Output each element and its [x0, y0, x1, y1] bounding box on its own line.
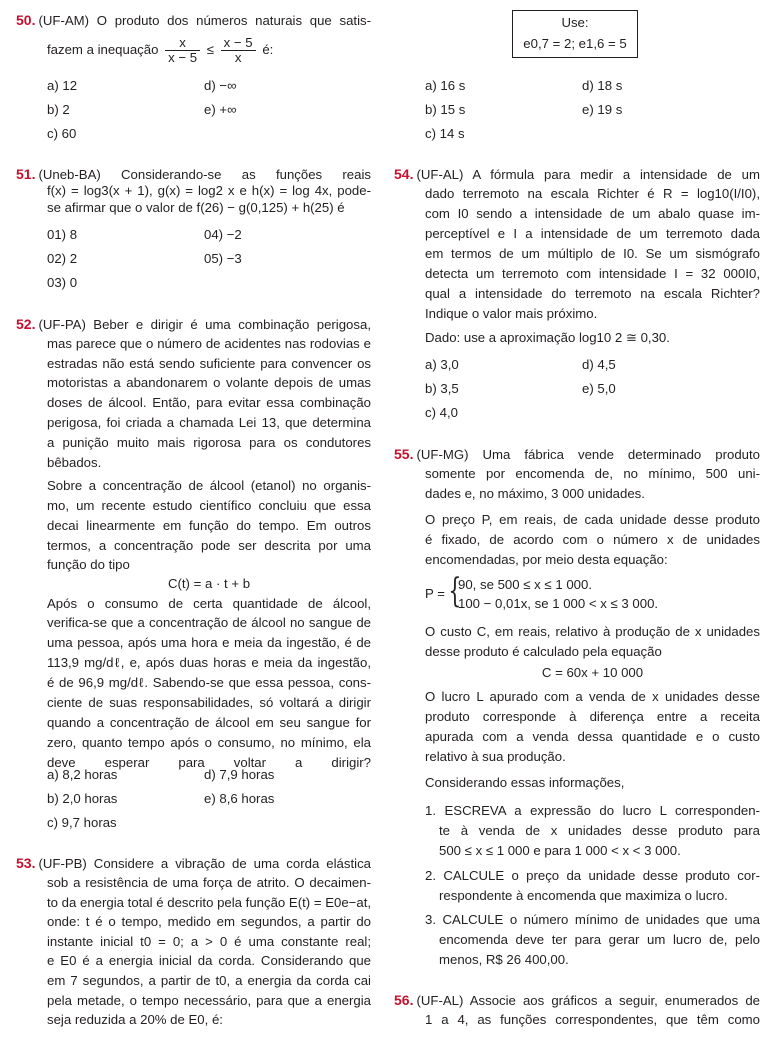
- q55-line: somente por encomenda de, no mínimo, 500 uni-: [425, 466, 760, 481]
- q52-line: a punição muito mais rigorosa para os condutores: [47, 435, 371, 450]
- piecewise-case-2: 100 − 0,01x, se 1 000 < x ≤ 3 000.: [458, 596, 659, 611]
- q50-text: (UF-AM) O produto dos números naturais que satis-: [38, 13, 371, 28]
- q55-line: apurada com a venda dessa quantidade e o custo: [425, 729, 760, 744]
- q53-line: seja reduzida a 20% de E0, é:: [47, 1012, 223, 1028]
- fraction-numerator: x: [165, 36, 200, 51]
- leq-symbol: ≤: [206, 41, 214, 57]
- q54-line: qual a intensidade do terremoto na escala Richter?: [425, 286, 760, 301]
- q52-option-c: c) 9,7 horas: [47, 815, 117, 830]
- q54-text: (UF-AL) A fórmula para medir a intensidade de um: [416, 167, 760, 182]
- q52-line: perigosa, foi criada a chamada Lei 13, que determina: [47, 415, 371, 430]
- q55-line: dades e, no máximo, 3 000 unidades.: [425, 486, 645, 501]
- q52-line: ciente de suas responsabilidades, só voltará a dirigir: [47, 695, 371, 710]
- q55-item-1-line: te à venda de x unidades desse produto para: [439, 823, 760, 838]
- q52-line: quando a concentração de álcool em seu sangue for: [47, 715, 371, 730]
- q55-line: C = 60x + 10 000: [541, 665, 644, 680]
- q52-line: estradas não está sendo suficiente para convencer os: [47, 356, 371, 371]
- q55-item-3-line: encomenda deve ter para gerar um lucro de, pelo: [439, 932, 760, 947]
- q50-inequality-end: é:: [262, 41, 274, 57]
- q53-option-c: c) 14 s: [425, 126, 465, 141]
- q52-number: 52.: [16, 316, 36, 332]
- q51-line-1: [16, 166, 371, 183]
- q54-option-b: b) 3,5: [425, 381, 459, 396]
- q55-line: encomendadas, por meio desta equação:: [425, 552, 668, 567]
- q53-option-e: e) 19 s: [582, 102, 623, 117]
- q50-line-1: [16, 12, 371, 29]
- q52-option-a: a) 8,2 horas: [47, 767, 118, 782]
- q51-option-04: 04) −2: [204, 227, 242, 242]
- q54-option-e: e) 5,0: [582, 381, 616, 396]
- q52-line: deve esperar para voltar a dirigir?: [47, 755, 371, 770]
- q52-line: mo, um recente estudo científico concluiu que essa: [47, 498, 371, 513]
- q50-option-d: d) −∞: [204, 78, 237, 93]
- q52-line: termos, a concentração pode ser descrita por uma: [47, 538, 371, 553]
- fraction-numerator: x − 5: [221, 36, 256, 51]
- q51-option-03: 03) 0: [47, 275, 78, 290]
- q53-line: instante inicial t0 = 0; a > 0 é uma constante real;: [47, 933, 371, 949]
- q53-line: onde: t é o tempo, medido em segundos, a partir do: [47, 914, 371, 930]
- q54-line: detecta um terremoto com intensidade I = 32 000I0,: [425, 266, 760, 281]
- q52-line: 113,9 mg/dℓ, e, após duas horas e meia da ingestão,: [47, 655, 371, 670]
- q55-text: (UF-MG) Uma fábrica vende determinado produto: [416, 447, 760, 462]
- q55-item-2-line: respondente à encomenda que maximiza o lucro.: [439, 888, 728, 903]
- q52-option-b: b) 2,0 horas: [47, 791, 118, 806]
- q51-text: (Uneb-BA) Considerando-se as funções reais: [38, 167, 371, 182]
- q53-line: e E0 é a energia inicial da corda. Considerando que: [47, 953, 371, 969]
- use-box-title: Use:: [561, 15, 589, 30]
- q54-option-a: a) 3,0: [425, 357, 459, 372]
- q51-number: 51.: [16, 166, 36, 182]
- q55-line: O preço P, em reais, de cada unidade desse produto: [425, 512, 760, 527]
- q52-text: (UF-PA) Beber e dirigir é uma combinação perigosa,: [38, 317, 371, 332]
- q52-line: mas parece que o número de acidentes nas rodovias e: [47, 336, 371, 351]
- q54-line: Dado: use a aproximação log10 2 ≅ 0,30.: [425, 330, 670, 345]
- q55-line-1: [394, 446, 760, 463]
- fraction-denominator: x: [234, 50, 242, 65]
- q55-item-2-line: 2. CALCULE o preço da unidade desse produto cor-: [425, 868, 760, 883]
- q50-fraction-2: [221, 36, 256, 65]
- q51-option-05: 05) −3: [204, 251, 242, 266]
- q52-line: decai linearmente em função do tempo. Em outros: [47, 518, 371, 533]
- q54-number: 54.: [394, 166, 414, 182]
- q54-line: perceptível e I a intensidade de um terremoto dada: [425, 226, 760, 241]
- q55-item-1-line: 500 ≤ x ≤ 1 000 e para 1 000 < x < 3 000.: [439, 843, 681, 858]
- piecewise-brace: {: [448, 571, 462, 611]
- fraction-denominator: x − 5: [168, 50, 198, 65]
- q50-inequality-intro: fazem a inequação: [47, 41, 159, 57]
- q50-number: 50.: [16, 12, 36, 28]
- q52-line: é de 96,9 mg/dℓ. Sabendo-se que essa pessoa, cons-: [47, 675, 371, 690]
- use-box-content: e0,7 = 2; e1,6 = 5: [523, 36, 627, 51]
- q53-text: (UF-PB) Considere a vibração de uma corda elástica: [38, 856, 371, 871]
- q54-option-c: c) 4,0: [425, 405, 458, 420]
- q50-option-e: e) +∞: [204, 102, 237, 117]
- q55-line: Considerando essas informações,: [425, 775, 625, 790]
- q54-line-1: [394, 166, 760, 183]
- q55-line: desse produto é calculado pela equação: [425, 644, 662, 659]
- q52-line: verifica-se que a concentração de álcool no sangue de: [47, 615, 371, 630]
- q50-option-c: c) 60: [47, 126, 77, 141]
- piecewise-case-1: 90, se 500 ≤ x ≤ 1 000.: [458, 577, 592, 592]
- q56-line-1: [394, 992, 760, 1009]
- q52-line: C(t) = a · t + b: [167, 576, 251, 591]
- q52-line: doses de álcool. Então, para evitar essa combinação: [47, 395, 371, 410]
- q52-line: motoristas a abandonarem o volante depois de umas: [47, 375, 371, 390]
- q50-line-2: [16, 36, 371, 65]
- q55-number: 55.: [394, 446, 414, 462]
- q54-line: com I0 sendo a intensidade de um abalo quase im-: [425, 206, 760, 221]
- q51-line-2: f(x) = log3(x + 1), g(x) = log2 x e h(x) = log 4x, pode-: [47, 183, 371, 198]
- q54-line: em termos de um múltiplo de I0. Se um sismógrafo: [425, 246, 760, 261]
- q50-option-a: a) 12: [47, 78, 78, 93]
- q56-line-2: 1 a 4, as funções correspondentes, que têm como: [425, 1012, 760, 1027]
- q55-item-3-line: 3. CALCULE o número mínimo de unidades que uma: [425, 912, 760, 927]
- q54-line: dado terremoto na escala Richter é R = log10(I/I0),: [425, 186, 760, 201]
- piecewise-lhs: P =: [425, 586, 445, 601]
- q52-line: Sobre a concentração de álcool (etanol) no organis-: [47, 478, 371, 493]
- q55-line: produto corresponde à diferença entre a receita: [425, 709, 760, 724]
- q53-line: pela metade, o tempo necessário, para que a energia: [47, 992, 371, 1008]
- q53-line: sob a resistência de uma força de atrito. O decaimen-: [47, 875, 371, 890]
- q51-option-02: 02) 2: [47, 251, 78, 266]
- q55-line: O lucro L apurado com a venda de x unidades desse: [425, 689, 760, 704]
- q53-option-a: a) 16 s: [425, 78, 466, 93]
- q50-option-b: b) 2: [47, 102, 70, 117]
- q52-line: bêbados.: [47, 455, 102, 470]
- q54-line: Indique o valor mais próximo.: [425, 306, 598, 321]
- q55-line: relativo à sua produção.: [425, 749, 566, 764]
- q56-number: 56.: [394, 992, 414, 1008]
- q52-line: função do tipo: [47, 557, 130, 572]
- q52-line: zero, quanto tempo após o consumo, no mínimo, ela: [47, 735, 371, 750]
- q53-line: to da energia total é descrito pela função E(t) = E0e−at,: [47, 894, 372, 910]
- q54-option-d: d) 4,5: [582, 357, 616, 372]
- q53-number: 53.: [16, 855, 36, 871]
- q52-option-e: e) 8,6 horas: [204, 791, 275, 806]
- q55-line: O custo C, em reais, relativo à produção de x unidades: [425, 624, 760, 639]
- q53-option-d: d) 18 s: [582, 78, 623, 93]
- q52-line: Após o consumo de certa quantidade de álcool,: [47, 596, 371, 611]
- q55-item-1-line: 1. ESCREVA a expressão do lucro L corresponden-: [425, 803, 760, 818]
- q52-option-d: d) 7,9 horas: [204, 767, 275, 782]
- use-box: [512, 10, 638, 58]
- q55-item-3-line: menos, R$ 26 400,00.: [439, 952, 569, 967]
- q53-option-b: b) 15 s: [425, 102, 466, 117]
- q55-line: é fixado, de acordo com o número x de unidades: [425, 532, 760, 547]
- q56-text: (UF-AL) Associe aos gráficos a seguir, enumerados de: [416, 993, 760, 1008]
- q50-fraction-1: [165, 36, 200, 65]
- q53-line: em 7 segundos, a partir de t0, a energia da corda cai: [47, 973, 371, 988]
- q52-line: uma pessoa, após uma hora e meia da ingestão, é de: [47, 635, 371, 650]
- q51-line-3: se afirmar que o valor de f(26) − g(0,125) + h(25) é: [47, 200, 345, 215]
- q51-option-01: 01) 8: [47, 227, 78, 242]
- q53-line-1: [16, 855, 371, 872]
- q52-line-1: [16, 316, 371, 333]
